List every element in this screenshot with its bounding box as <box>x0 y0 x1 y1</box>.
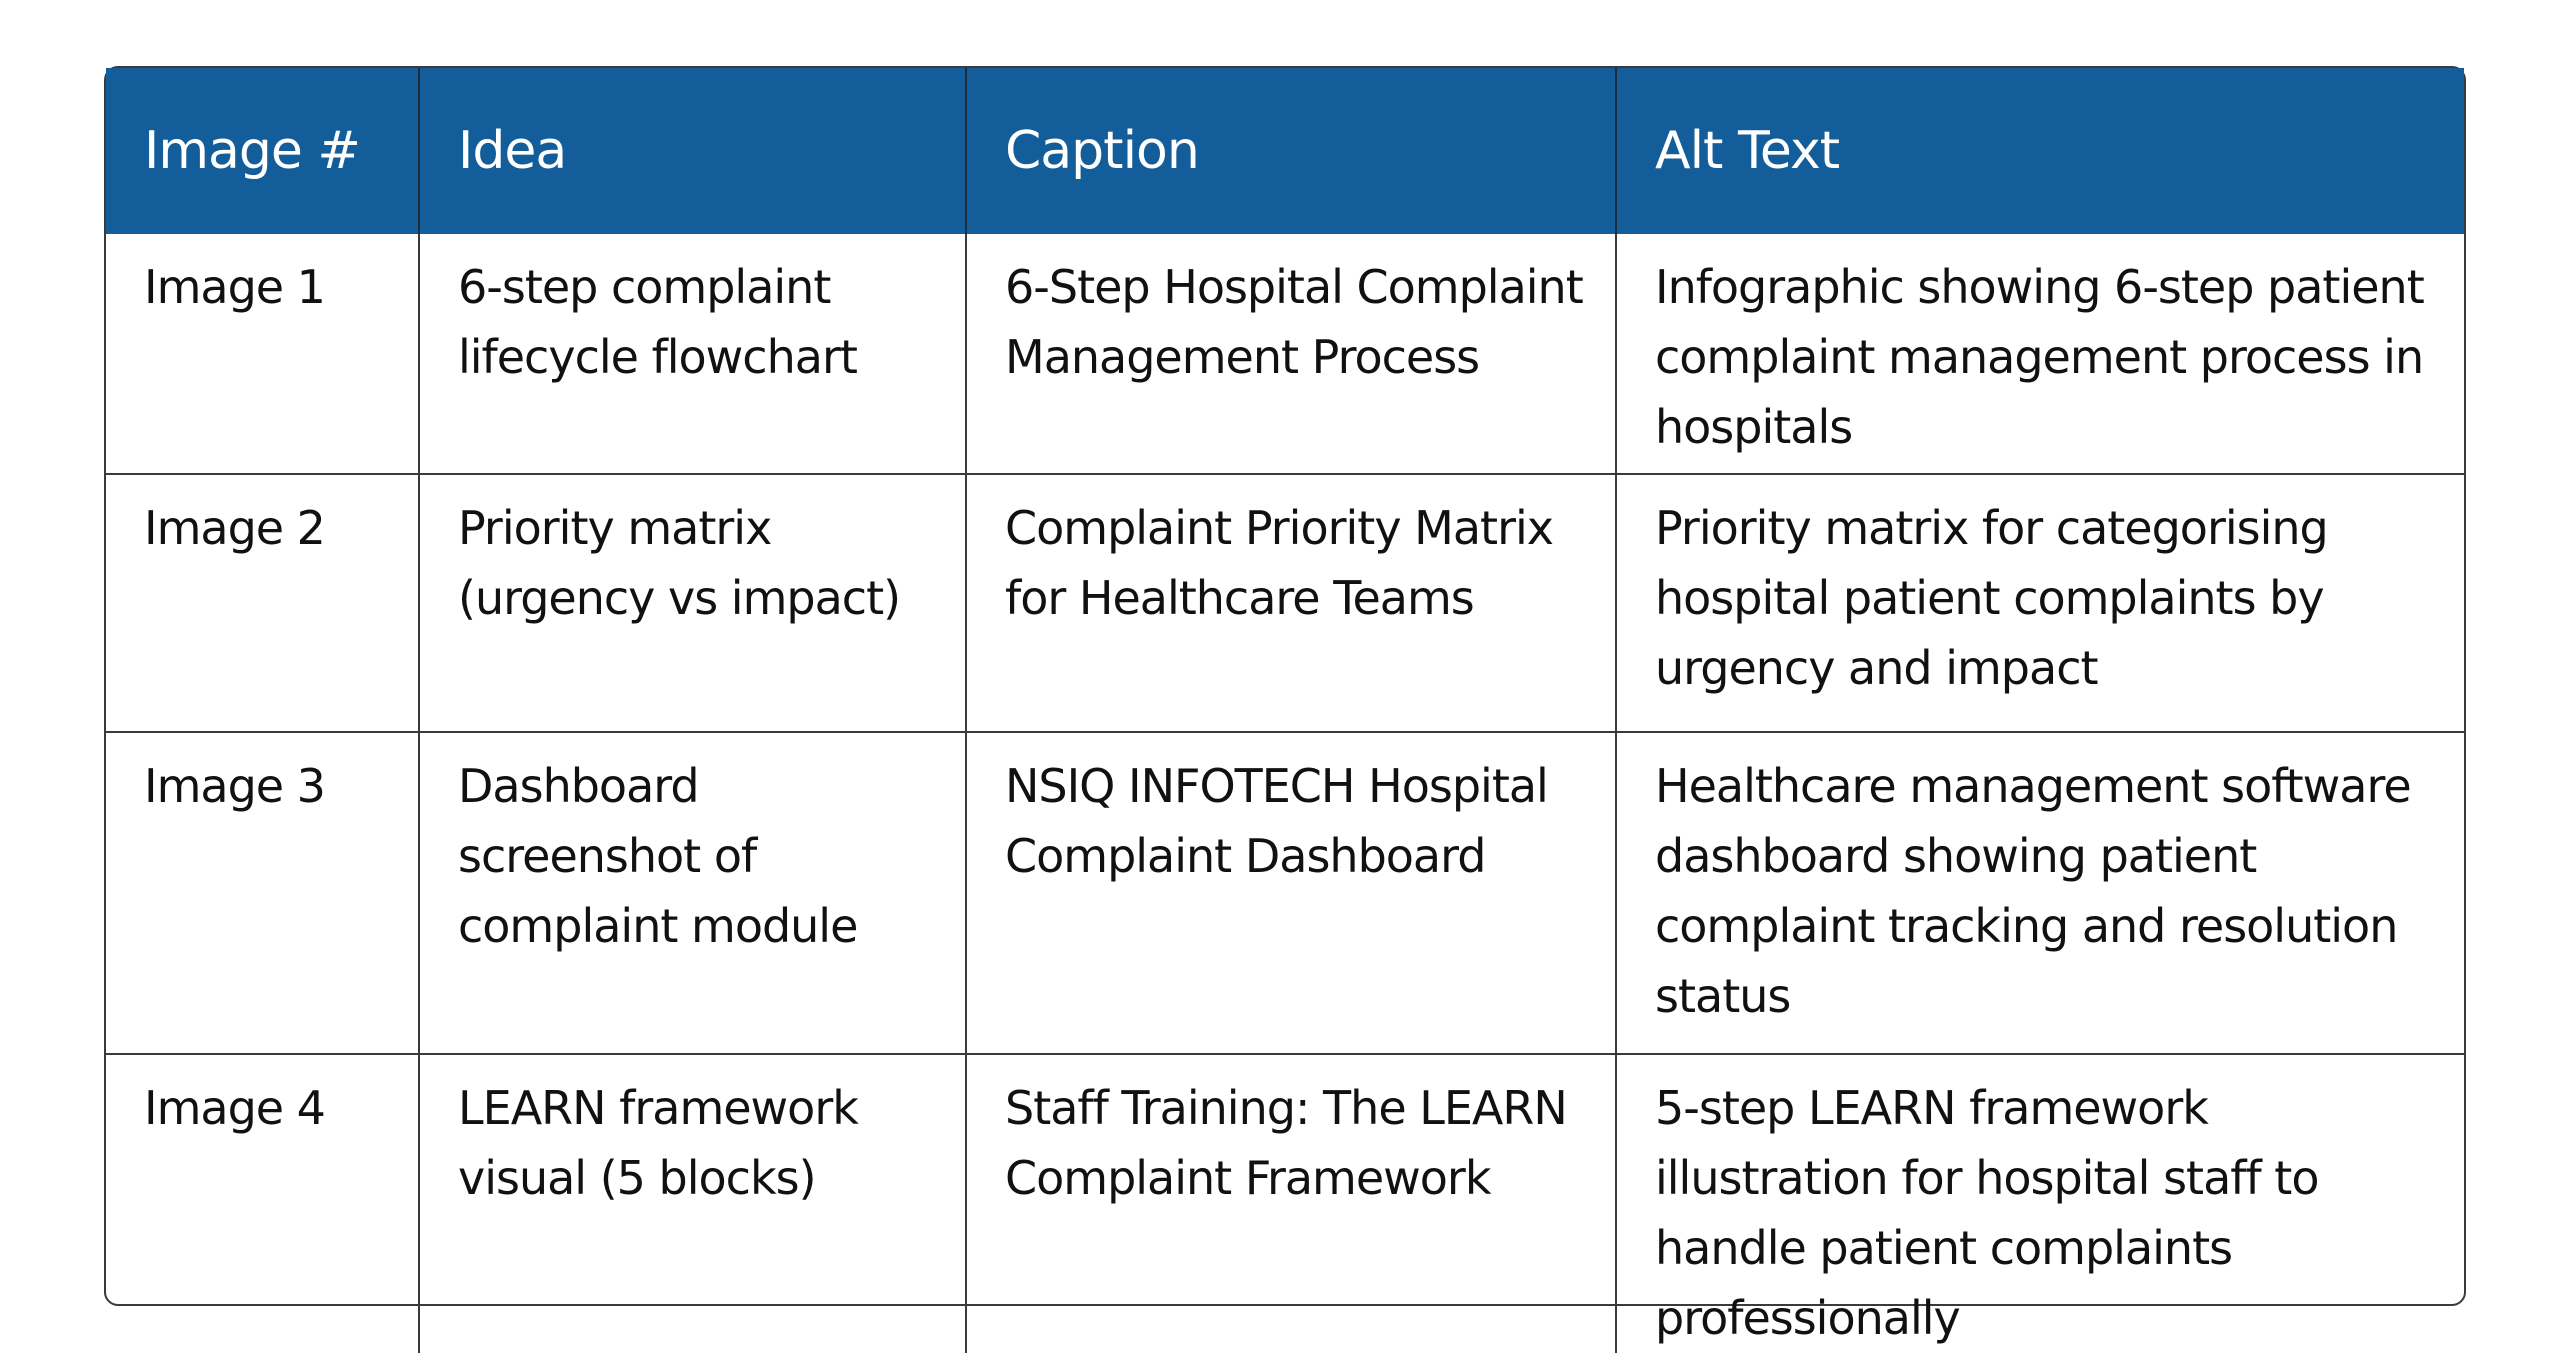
header-row <box>106 68 2464 234</box>
cell-alt-text: 5-step LEARN framework illustration for hospital staff to handle patient complaints professionally <box>1616 1054 2464 1353</box>
cell-idea: Priority matrix (urgency vs impact) <box>419 474 966 732</box>
image-plan-table <box>106 68 2464 1353</box>
cell-alt-text: Priority matrix for categorising hospital patient complaints by urgency and impact <box>1616 474 2464 732</box>
cell-alt-text: Healthcare management software dashboard showing patient complaint tracking and resolution status <box>1616 732 2464 1054</box>
cell-idea: Dashboard screenshot of complaint module <box>419 732 966 1054</box>
cell-image-number: Image 3 <box>106 732 419 1054</box>
cell-image-number: Image 4 <box>106 1054 419 1353</box>
cell-idea: LEARN framework visual (5 blocks) <box>419 1054 966 1353</box>
table-row <box>106 1054 2464 1353</box>
header-idea: Idea <box>419 68 966 234</box>
header-alt-text: Alt Text <box>1616 68 2464 234</box>
header-image-number: Image # <box>106 68 419 234</box>
table-row <box>106 234 2464 474</box>
table-body <box>106 234 2464 1353</box>
cell-image-number: Image 2 <box>106 474 419 732</box>
table-row <box>106 732 2464 1054</box>
cell-idea: 6-step complaint lifecycle flowchart <box>419 234 966 474</box>
cell-caption: Complaint Priority Matrix for Healthcare Teams <box>966 474 1616 732</box>
cell-caption: Staff Training: The LEARN Complaint Framework <box>966 1054 1616 1353</box>
cell-image-number: Image 1 <box>106 234 419 474</box>
header-caption: Caption <box>966 68 1616 234</box>
cell-caption: NSIQ INFOTECH Hospital Complaint Dashboard <box>966 732 1616 1054</box>
table-row <box>106 474 2464 732</box>
table-header <box>106 68 2464 234</box>
cell-alt-text: Infographic showing 6-step patient complaint management process in hospitals <box>1655 260 2424 454</box>
cell-caption: 6-Step Hospital Complaint Management Process <box>966 234 1616 474</box>
image-plan-table-container <box>104 66 2466 1345</box>
